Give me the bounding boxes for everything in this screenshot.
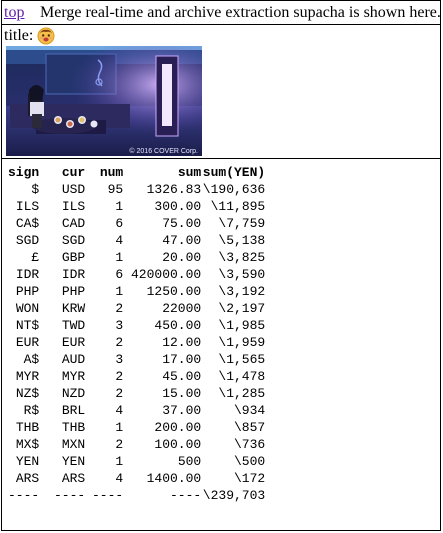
cell-sum: 17.00 [162,352,202,367]
cell-sign: YEN [15,454,40,469]
cell-sum-yen: \857 [234,420,266,435]
cell-sum: 12.00 [162,335,202,350]
cell-sum-yen: \2,197 [218,301,266,316]
cell-sum-yen: \172 [234,471,266,486]
header-sum: sum [177,165,202,180]
cell-sign: WON [15,301,40,316]
cell-sum: 1326.83 [146,182,202,197]
cell-sign: £ [31,250,40,265]
thumbnail-credit: © 2016 COVER Corp. [129,148,198,155]
table-row [8,453,265,470]
cell-sum-yen: \3,192 [218,284,266,299]
cell-cur: BRL [61,403,86,418]
cell-sum: 420000.00 [131,267,202,282]
cell-cur: NZD [61,386,86,401]
cell-num: 1 [115,454,124,469]
cell-sum-yen: \1,985 [218,318,266,333]
cell-num: 6 [115,216,124,231]
table-row [8,368,265,385]
header-message: Merge real-time and archive extraction supacha is shown here. [40,4,441,21]
cell-sum-yen: \3,825 [218,250,266,265]
cell-num: 2 [115,335,124,350]
cell-cur: TWD [61,318,86,333]
cell-cur: ARS [61,471,86,486]
table-row [8,300,265,317]
table-row [8,266,265,283]
header-cur: cur [61,165,86,180]
cell-cur: USD [61,182,86,197]
cell-num: 1 [115,199,124,214]
cell-sum-yen: \736 [234,437,266,452]
table-row [8,232,265,249]
cell-sum-yen: \3,590 [218,267,266,282]
table-row [8,283,265,300]
cell-sum-yen: \190,636 [202,182,266,197]
total-cell-cur: ---- [54,488,86,503]
total-cell-sign: ---- [8,488,40,503]
table-header-row [8,164,265,181]
table-row [8,351,265,368]
cell-sum: 200.00 [154,420,202,435]
cell-sign: ARS [15,471,40,486]
cell-sum-yen: \5,138 [218,233,266,248]
cell-sum-yen: \500 [234,454,266,469]
header-sum-yen: sum(YEN) [202,165,266,180]
cell-sum-yen: \1,959 [218,335,266,350]
cell-sum-yen: \1,285 [218,386,266,401]
supacha-table [8,164,265,504]
cell-num: 3 [115,352,124,367]
cell-num: 2 [115,386,124,401]
cell-sum: 22000 [162,301,202,316]
title-row [4,26,55,46]
cell-sum-yen: \1,565 [218,352,266,367]
cell-sign: ILS [15,199,40,214]
cell-cur: PHP [61,284,86,299]
cell-sum-yen: \934 [234,403,266,418]
cell-sign: $ [31,182,40,197]
cell-cur: THB [61,420,86,435]
table-row [8,385,265,402]
table-total-row [8,487,265,504]
stream-thumbnail-image [6,46,202,156]
cell-cur: CAD [61,216,86,231]
cell-cur: IDR [61,267,86,282]
header-sign: sign [8,165,40,180]
cell-sum: 100.00 [154,437,202,452]
table-separator [2,158,440,159]
cell-num: 6 [115,267,124,282]
cell-num: 2 [115,437,124,452]
cell-sign: NZ$ [15,386,40,401]
cell-sum: 450.00 [154,318,202,333]
cell-num: 1 [115,284,124,299]
cell-cur: MYR [61,369,86,384]
table-row [8,249,265,266]
cell-sum: 75.00 [162,216,202,231]
header-row [2,1,440,25]
cell-sum: 47.00 [162,233,202,248]
cell-num: 95 [107,182,124,197]
table-row [8,436,265,453]
cell-sign: A$ [23,352,40,367]
cell-sum: 37.00 [162,403,202,418]
cell-sum: 300.00 [154,199,202,214]
cell-cur: EUR [61,335,86,350]
cell-cur: ILS [61,199,86,214]
cell-cur: YEN [61,454,86,469]
total-cell-sum: ---- [170,488,202,503]
cell-num: 4 [115,471,124,486]
cell-sign: NT$ [15,318,40,333]
cell-sum-yen: \1,478 [218,369,266,384]
cell-sum: 1250.00 [146,284,202,299]
cell-sign: THB [15,420,40,435]
cell-sign: MX$ [15,437,40,452]
cell-sum: 45.00 [162,369,202,384]
cell-sum: 15.00 [162,386,202,401]
cell-num: 3 [115,318,124,333]
stream-thumbnail [6,46,202,156]
cell-cur: KRW [61,301,86,316]
table-row [8,419,265,436]
cell-sign: PHP [15,284,40,299]
cell-cur: GBP [61,250,86,265]
cell-num: 2 [115,369,124,384]
cell-sum: 20.00 [162,250,202,265]
table-row [8,198,265,215]
cell-sum-yen: \7,759 [218,216,266,231]
top-link[interactable]: top [4,4,25,21]
cell-num: 2 [115,301,124,316]
table-row [8,317,265,334]
cell-sign: MYR [15,369,40,384]
cell-num: 1 [115,420,124,435]
cell-sum: 500 [177,454,202,469]
table-row [8,181,265,198]
cell-sign: EUR [15,335,40,350]
cell-sign: CA$ [15,216,40,231]
table-row [8,402,265,419]
cell-sign: SGD [15,233,40,248]
cell-num: 1 [115,250,124,265]
cell-cur: MXN [61,437,86,452]
page-frame [1,0,441,531]
total-cell-sum-yen: \239,703 [202,488,266,503]
table-row [8,215,265,232]
table-row [8,470,265,487]
title-label: title: [4,27,34,44]
cell-sum: 1400.00 [146,471,202,486]
table-row [8,334,265,351]
cell-sum-yen: \11,895 [210,199,266,214]
cell-sign: R$ [23,403,40,418]
cell-cur: AUD [61,352,86,367]
cell-sign: IDR [15,267,40,282]
cell-num: 4 [115,233,124,248]
cell-cur: SGD [61,233,86,248]
cell-num: 4 [115,403,124,418]
fallen-face-emoji-icon [37,27,55,45]
total-cell-num: ---- [92,488,124,503]
header-num: num [99,165,124,180]
